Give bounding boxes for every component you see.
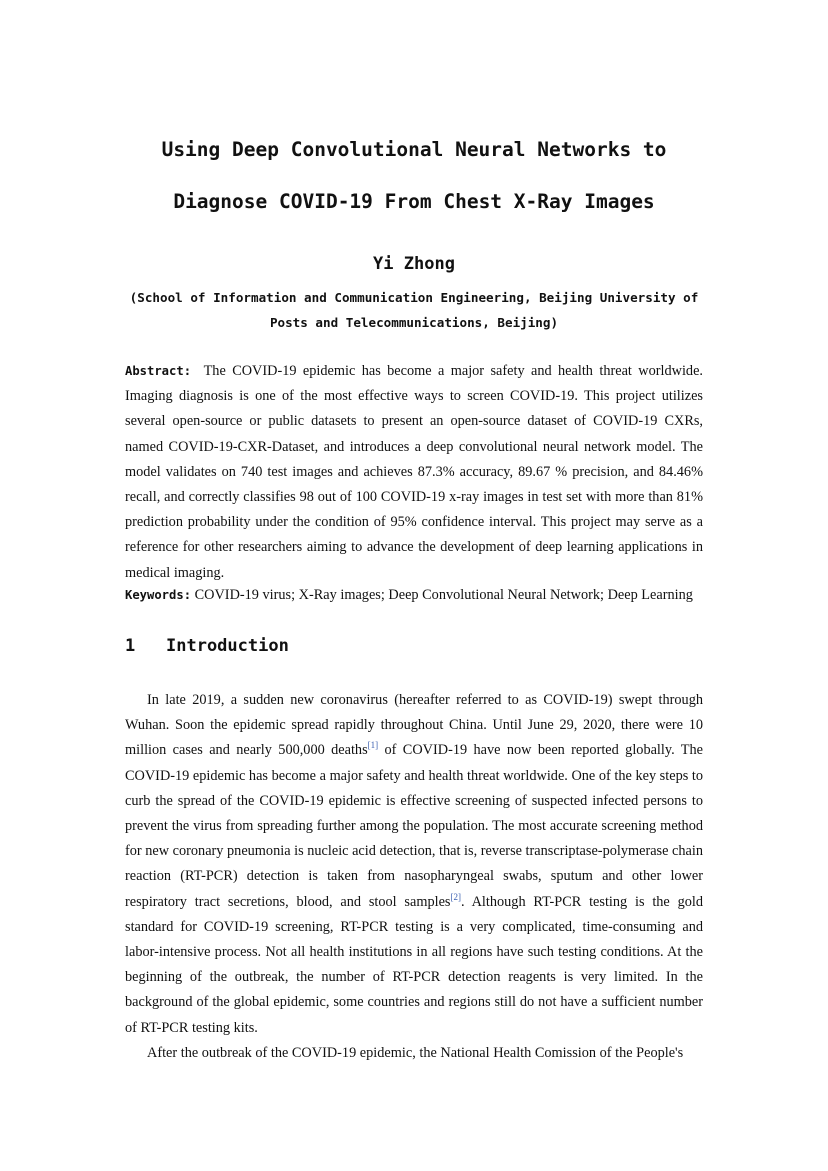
affiliation-line-1: (School of Information and Communication Engineering, Beijing University of [129, 290, 699, 305]
section-number: 1 [125, 636, 136, 656]
abstract-text: The COVID-19 epidemic has become a major safety and health threat worldwide. Imaging diagnosis is one of the most effective ways to screen COVID-19. This project utilizes several open-source or public datasets to present an open-source dataset of COVID-19 CXRs, named COVID-19-CXR-Dataset, and introduces a deep convolutional neural network model. The model validates on 740 test images and achieves 87.3% accuracy, 89.67 % precision, and 84.46% recall, and correctly classifies 98 out of 100 COVID-19 x-ray images in test set with more than 81% prediction probability under the condition of 95% confidence interval. This project may serve as a reference for other researchers aiming to advance the development of deep learning applications in medical imaging. [125, 363, 703, 581]
affiliation-line-2: Posts and Telecommunications, Beijing) [269, 315, 559, 330]
paper-title-line-1: Using Deep Convolutional Neural Networks to [161, 138, 667, 161]
citation-link[interactable]: [2] [450, 891, 461, 902]
paragraph-text: In late 2019, a sudden new coronavirus (hereafter referred to as COVID-19) swept through Wuhan. Soon the epidemic spread rapidly throughout China. Until June 29, 2020, there were 10 million cases and nearly 500,000 deaths [125, 692, 703, 759]
abstract-label: Abstract: [125, 364, 192, 378]
paper-title-line-2: Diagnose COVID-19 From Chest X-Ray Images [173, 190, 655, 213]
keywords [125, 584, 725, 606]
keywords-text: COVID-19 virus; X-Ray images; Deep Convolutional Neural Network; Deep Learning [194, 587, 693, 603]
introduction-paragraph-2 [125, 1041, 703, 1066]
keywords-label: Keywords: [125, 588, 192, 602]
citation-link[interactable]: [1] [367, 740, 379, 751]
abstract [125, 359, 703, 586]
paragraph-text: . Although RT-PCR testing is the gold standard for COVID-19 screening, RT-PCR testing is a very complicated, time-consuming and labor-intensive process. Not all health institutions in all regions have such testing conditions. At the beginning of the outbreak, the number of RT-PCR detection reagents is very limited. In the background of the global epidemic, some countries and regions still do not have a sufficient number of RT-PCR testing kits. [125, 893, 703, 1036]
section-heading-introduction [125, 636, 289, 656]
introduction-paragraph-1 [125, 688, 703, 1041]
section-title: Introduction [166, 636, 289, 656]
paragraph-text: of COVID-19 have now been reported globally. The COVID-19 epidemic has become a major safety and health threat worldwide. One of the key steps to curb the spread of the COVID-19 epidemic is effective screening of suspected infected persons to prevent the virus from spreading further among the population. The most accurate screening method for new coronary pneumonia is nucleic acid detection, that is, reverse transcriptase-polymerase chain reaction (RT-PCR) detection is taken from nasopharyngeal swabs, sputum and other lower respiratory tract secretions, blood, and stool samples [125, 742, 704, 910]
author-name: Yi Zhong [373, 254, 455, 274]
paragraph-text: After the outbreak of the COVID-19 epidemic, the National Health Comission of the People's [147, 1045, 684, 1061]
